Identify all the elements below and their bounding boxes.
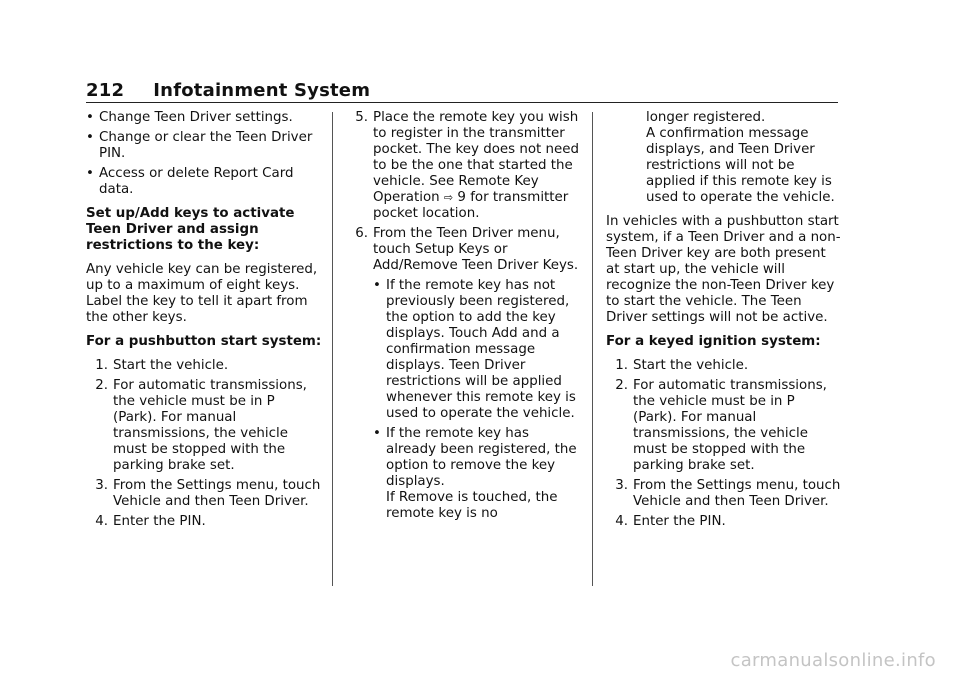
continued-text: longer registered. [646,110,766,125]
step-number: 2. [95,378,108,393]
step-item [606,358,842,374]
column-3 [606,110,842,534]
step-text: Place the remote key you wish to register in the transmitter pocket. The key does not need to be the one that started the vehicle. See Remote Key Operation [373,110,580,205]
step-text: From the Settings menu, touch Vehicle and then Teen Driver. [113,478,321,509]
subheading: For a pushbutton start system: [86,334,322,349]
page-reference-arrow-icon: ⇨ [443,191,454,204]
paragraph: In vehicles with a pushbutton start system, if a Teen Driver and a non-Teen Driver key are both present at start up, the vehicle will recognize the non-Teen Driver key to start the vehicle. The Teen Driver settings will not be active. [606,214,841,325]
bullet-text-continued: If Remove is touched, the remote key is no [386,490,558,521]
step-item [346,110,582,222]
step-item [86,358,322,374]
list-item [86,166,322,198]
step-item [346,226,582,274]
column-divider [592,112,593,586]
bullet-icon: • [373,278,381,293]
step-number: 2. [615,378,628,393]
step-item [86,514,322,530]
step-number: 4. [95,514,108,529]
subheading: For a keyed ignition system: [606,334,821,349]
section-title: Infotainment System [153,80,371,101]
paragraph: Any vehicle key can be registered, up to a maximum of eight keys. Label the key to tell it apart from the other keys. [86,262,318,325]
sub-list-item [373,278,582,422]
column-2 [346,110,582,526]
bullet-text: Access or delete Report Card data. [99,166,294,197]
step-item [606,378,842,474]
bullet-text: If the remote key has not previously been registered, the option to add the key displays. Touch Add and a confirmation message displays. Teen Driver restrictions will be applied whenever this remote key is used to operate the vehicle. [386,278,576,421]
sub-list-item [373,426,582,522]
continued-item [646,110,842,206]
step-text: Start the vehicle. [633,358,749,373]
bullet-icon: • [86,166,94,181]
step-number: 5. [355,110,368,125]
step-text: For automatic transmissions, the vehicle must be in P (Park). For manual transmissions, the vehicle must be stopped with the parking brake set. [113,378,307,473]
page-header [86,80,838,101]
page-reference-link[interactable]: 9 [457,190,466,205]
step-item [86,478,322,510]
step-text: From the Settings menu, touch Vehicle and then Teen Driver. [633,478,841,509]
step-text: Enter the PIN. [633,514,726,529]
bullet-icon: • [86,110,94,125]
column-1 [86,110,322,534]
bullet-icon: • [86,130,94,145]
list-item [86,110,322,126]
list-item [86,130,322,162]
step-text-continued: for transmitter pocket location. [373,190,569,221]
bullet-text: Change or clear the Teen Driver PIN. [99,130,313,161]
subheading: Set up/Add keys to activate Teen Driver and assign restrictions to the key: [86,206,295,253]
bullet-text: If the remote key has already been registered, the option to remove the key displays. [386,426,577,489]
step-number: 1. [95,358,108,373]
step-number: 3. [95,478,108,493]
continued-text: A confirmation message displays, and Teen Driver restrictions will not be applied if this remote key is used to operate the vehicle. [646,126,835,205]
step-number: 3. [615,478,628,493]
column-divider [332,112,333,586]
step-number: 1. [615,358,628,373]
bullet-text: Change Teen Driver settings. [99,110,293,125]
header-rule [86,102,838,103]
site-watermark: carmanualsonline.info [730,650,936,671]
step-number: 6. [355,226,368,241]
step-item [86,378,322,474]
step-number: 4. [615,514,628,529]
step-item [606,514,842,530]
step-text: Start the vehicle. [113,358,229,373]
step-text: For automatic transmissions, the vehicle must be in P (Park). For manual transmissions, the vehicle must be stopped with the parking brake set. [633,378,827,473]
step-item [606,478,842,510]
step-text: Enter the PIN. [113,514,206,529]
page-number: 212 [86,80,125,101]
step-text: From the Teen Driver menu, touch Setup Keys or Add/Remove Teen Driver Keys. [373,226,579,273]
bullet-icon: • [373,426,381,441]
